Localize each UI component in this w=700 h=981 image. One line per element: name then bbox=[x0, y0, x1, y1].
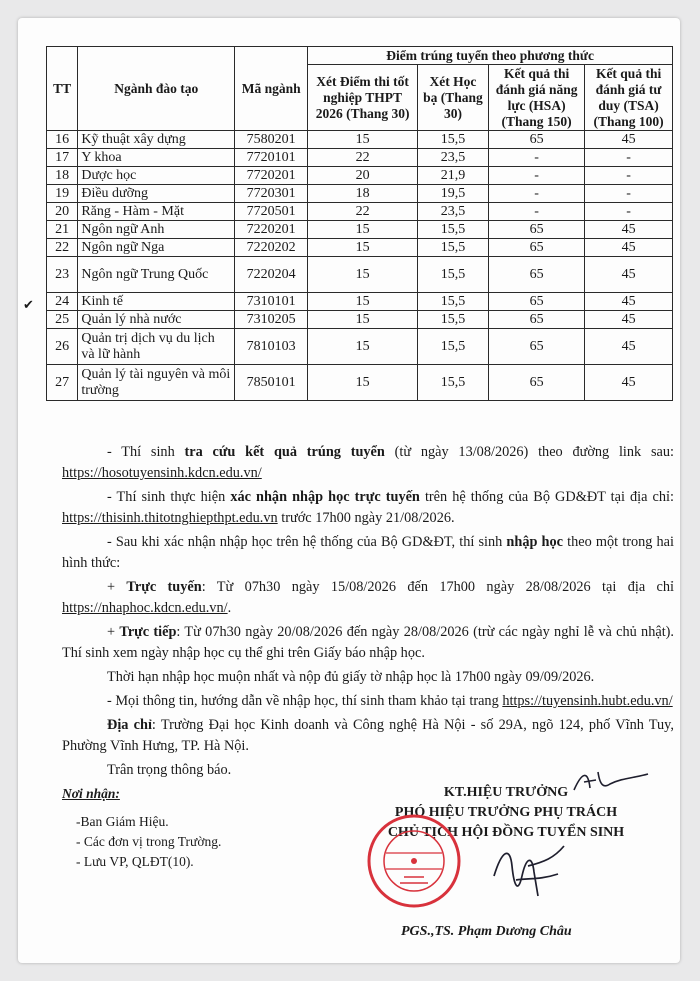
link-online-enroll[interactable]: https://nhaphoc.kdcn.edu.vn/ bbox=[62, 600, 228, 616]
cell-m4: 45 bbox=[585, 131, 673, 149]
document-page bbox=[18, 18, 680, 963]
cell-m4: 45 bbox=[585, 311, 673, 329]
paragraph-online: + Trực tuyến: Từ 07h30 ngày 15/08/2026 đến 17h00 ngày 28/08/2026 tại địa chỉ https://nhaphoc.kdcn.edu.vn/. bbox=[62, 579, 674, 616]
cell-code: 7220201 bbox=[235, 221, 308, 239]
header-tt: TT bbox=[47, 47, 78, 131]
cell-code: 7580201 bbox=[235, 131, 308, 149]
cell-major: Ngôn ngữ Anh bbox=[78, 221, 235, 239]
header-method-hocba: Xét Học bạ (Thang 30) bbox=[417, 65, 488, 131]
cell-tt: 23 bbox=[47, 257, 78, 293]
recipients bbox=[62, 784, 221, 872]
table-row bbox=[47, 239, 673, 257]
cell-major: Ngôn ngữ Nga bbox=[78, 239, 235, 257]
cell-tt: 19 bbox=[47, 185, 78, 203]
cell-m2: 15,5 bbox=[417, 131, 488, 149]
paragraph-address: Địa chỉ: Trường Đại học Kinh doanh và Công nghệ Hà Nội - số 29A, ngõ 124, phố Vĩnh Tuy, Phường Vĩnh Hưng, TP. Hà Nội. bbox=[62, 717, 674, 754]
cell-m2: 15,5 bbox=[417, 257, 488, 293]
paragraph-info: - Mọi thông tin, hướng dẫn về nhập học, thí sinh tham khảo tại trang https://tuyensinh.hubt.edu.vn/ bbox=[107, 693, 673, 709]
table-row bbox=[47, 293, 673, 311]
cell-m3: - bbox=[489, 149, 585, 167]
cell-code: 7720101 bbox=[235, 149, 308, 167]
recipient-item: - Các đơn vị trong Trường. bbox=[76, 834, 222, 849]
cell-m3: 65 bbox=[489, 293, 585, 311]
signature-line-2: PHÓ HIỆU TRƯỞNG PHỤ TRÁCH bbox=[394, 805, 618, 820]
cell-m1: 15 bbox=[308, 329, 418, 365]
cell-m1: 15 bbox=[308, 221, 418, 239]
cell-m1: 15 bbox=[308, 311, 418, 329]
table-row bbox=[47, 311, 673, 329]
cell-m2: 15,5 bbox=[417, 293, 488, 311]
table-body bbox=[47, 131, 673, 401]
header-major: Ngành đào tạo bbox=[78, 47, 235, 131]
table-row bbox=[47, 149, 673, 167]
cell-m3: - bbox=[489, 185, 585, 203]
cell-m2: 15,5 bbox=[417, 311, 488, 329]
cell-m1: 20 bbox=[308, 167, 418, 185]
cell-m4: 45 bbox=[585, 257, 673, 293]
cell-major: Răng - Hàm - Mặt bbox=[78, 203, 235, 221]
table-row bbox=[47, 365, 673, 401]
cell-major: Ngôn ngữ Trung Quốc bbox=[78, 257, 235, 293]
cell-m3: 65 bbox=[489, 221, 585, 239]
signature-line-1: KT.HIỆU TRƯỞNG bbox=[443, 785, 569, 800]
cell-tt: 16 bbox=[47, 131, 78, 149]
cell-major: Quản trị dịch vụ du lịch và lữ hành bbox=[78, 329, 235, 365]
cell-m2: 15,5 bbox=[417, 221, 488, 239]
recipient-item: -Ban Giám Hiệu. bbox=[76, 814, 169, 829]
cell-tt: 26 bbox=[47, 329, 78, 365]
cell-m3: 65 bbox=[489, 131, 585, 149]
cell-m1: 15 bbox=[308, 293, 418, 311]
cell-major: Y khoa bbox=[78, 149, 235, 167]
cell-tt: 22 bbox=[47, 239, 78, 257]
header-method-thpt: Xét Điểm thi tốt nghiệp THPT 2026 (Thang 30) bbox=[308, 65, 418, 131]
cell-tt: 18 bbox=[47, 167, 78, 185]
cell-m1: 15 bbox=[308, 239, 418, 257]
cell-major: Quản lý tài nguyên và môi trường bbox=[78, 365, 235, 401]
link-lookup[interactable]: https://hosotuyensinh.kdcn.edu.vn/ bbox=[62, 465, 262, 481]
cell-m3: 65 bbox=[489, 311, 585, 329]
cell-code: 7220204 bbox=[235, 257, 308, 293]
handwritten-signature-icon bbox=[488, 836, 568, 906]
cell-m4: 45 bbox=[585, 365, 673, 401]
header-code: Mã ngành bbox=[235, 47, 308, 131]
cell-m3: 65 bbox=[489, 329, 585, 365]
cell-m3: - bbox=[489, 203, 585, 221]
cell-m1: 15 bbox=[308, 131, 418, 149]
paragraph-lookup: - Thí sinh tra cứu kết quả trúng tuyển (từ ngày 13/08/2026) theo đường link sau: https://hosotuyensinh.kdcn.edu.vn/ bbox=[62, 444, 674, 481]
cell-m4: - bbox=[585, 167, 673, 185]
cell-m2: 23,5 bbox=[417, 149, 488, 167]
cell-m1: 22 bbox=[308, 149, 418, 167]
cell-tt: 21 bbox=[47, 221, 78, 239]
cell-major: Kỹ thuật xây dựng bbox=[78, 131, 235, 149]
table-row bbox=[47, 131, 673, 149]
table-row bbox=[47, 257, 673, 293]
cell-m2: 15,5 bbox=[417, 365, 488, 401]
signer-name: PGS.,TS. Phạm Dương Châu bbox=[401, 924, 572, 939]
cell-tt: 20 bbox=[47, 203, 78, 221]
cell-code: 7220202 bbox=[235, 239, 308, 257]
cell-m1: 15 bbox=[308, 365, 418, 401]
paragraph-enroll: - Sau khi xác nhận nhập học trên hệ thống của Bộ GD&ĐT, thí sinh nhập học theo một trong hai hình thức: bbox=[62, 534, 674, 571]
header-score-group: Điểm trúng tuyển theo phương thức bbox=[308, 47, 673, 65]
recipients-title: Nơi nhận: bbox=[62, 786, 120, 801]
cell-m3: 65 bbox=[489, 365, 585, 401]
cell-major: Kinh tế bbox=[78, 293, 235, 311]
cell-m4: 45 bbox=[585, 329, 673, 365]
cell-m2: 15,5 bbox=[417, 329, 488, 365]
cell-m3: - bbox=[489, 167, 585, 185]
header-method-tsa: Kết quả thi đánh giá tư duy (TSA) (Thang 100) bbox=[585, 65, 673, 131]
cell-m1: 18 bbox=[308, 185, 418, 203]
table-row bbox=[47, 221, 673, 239]
cell-tt: 27 bbox=[47, 365, 78, 401]
cell-code: 7720201 bbox=[235, 167, 308, 185]
admission-score-table bbox=[46, 46, 673, 401]
cell-major: Dược học bbox=[78, 167, 235, 185]
cell-m1: 15 bbox=[308, 257, 418, 293]
cell-m2: 23,5 bbox=[417, 203, 488, 221]
notice-body bbox=[62, 442, 674, 781]
cell-m4: - bbox=[585, 149, 673, 167]
initials-signature-icon bbox=[570, 766, 650, 796]
official-seal-icon bbox=[366, 813, 462, 909]
paragraph-closing: Trân trọng thông báo. bbox=[107, 762, 232, 778]
link-info[interactable]: https://tuyensinh.hubt.edu.vn/ bbox=[502, 693, 673, 709]
cell-m2: 15,5 bbox=[417, 239, 488, 257]
cell-code: 7810103 bbox=[235, 329, 308, 365]
cell-tt: 17 bbox=[47, 149, 78, 167]
cell-m3: 65 bbox=[489, 239, 585, 257]
cell-m2: 19,5 bbox=[417, 185, 488, 203]
cell-m4: - bbox=[585, 185, 673, 203]
header-method-hsa: Kết quả thi đánh giá năng lực (HSA) (Thang 150) bbox=[489, 65, 585, 131]
cell-m4: - bbox=[585, 203, 673, 221]
cell-m1: 22 bbox=[308, 203, 418, 221]
cell-code: 7720301 bbox=[235, 185, 308, 203]
table-row bbox=[47, 203, 673, 221]
cell-code: 7850101 bbox=[235, 365, 308, 401]
recipients-list bbox=[62, 812, 221, 872]
cell-code: 7310205 bbox=[235, 311, 308, 329]
cell-m4: 45 bbox=[585, 293, 673, 311]
paragraph-confirm: - Thí sinh thực hiện xác nhận nhập học trực tuyến trên hệ thống của Bộ GD&ĐT tại địa chỉ: https://thisinh.thitotnghiepthpt.edu.vn trước 17h00 ngày 21/08/2026. bbox=[62, 489, 674, 526]
cell-code: 7310101 bbox=[235, 293, 308, 311]
cell-code: 7720501 bbox=[235, 203, 308, 221]
recipient-item: - Lưu VP, QLĐT(10). bbox=[76, 854, 194, 869]
table-row bbox=[47, 329, 673, 365]
check-mark-icon: ✔ bbox=[23, 297, 34, 312]
cell-major: Quản lý nhà nước bbox=[78, 311, 235, 329]
paragraph-deadline: Thời hạn nhập học muộn nhất và nộp đủ giấy tờ nhập học là 17h00 ngày 09/09/2026. bbox=[107, 669, 595, 685]
cell-m3: 65 bbox=[489, 257, 585, 293]
cell-m4: 45 bbox=[585, 221, 673, 239]
cell-m4: 45 bbox=[585, 239, 673, 257]
cell-m2: 21,9 bbox=[417, 167, 488, 185]
table-row bbox=[47, 185, 673, 203]
cell-major: Điều dưỡng bbox=[78, 185, 235, 203]
signature-line-3: CHỦ TỊCH HỘI ĐỒNG TUYỂN SINH bbox=[387, 825, 625, 840]
cell-tt: 25 bbox=[47, 311, 78, 329]
table-row bbox=[47, 167, 673, 185]
cell-tt: 24 bbox=[47, 293, 78, 311]
link-confirm[interactable]: https://thisinh.thitotnghiepthpt.edu.vn bbox=[62, 510, 278, 526]
paragraph-offline: + Trực tiếp: Từ 07h30 ngày 20/08/2026 đến ngày 28/08/2026 (trừ các ngày nghỉ lễ và chủ nhật). Thí sinh xem ngày nhập học cụ thể ghi trên Giấy báo nhập học. bbox=[62, 624, 674, 661]
